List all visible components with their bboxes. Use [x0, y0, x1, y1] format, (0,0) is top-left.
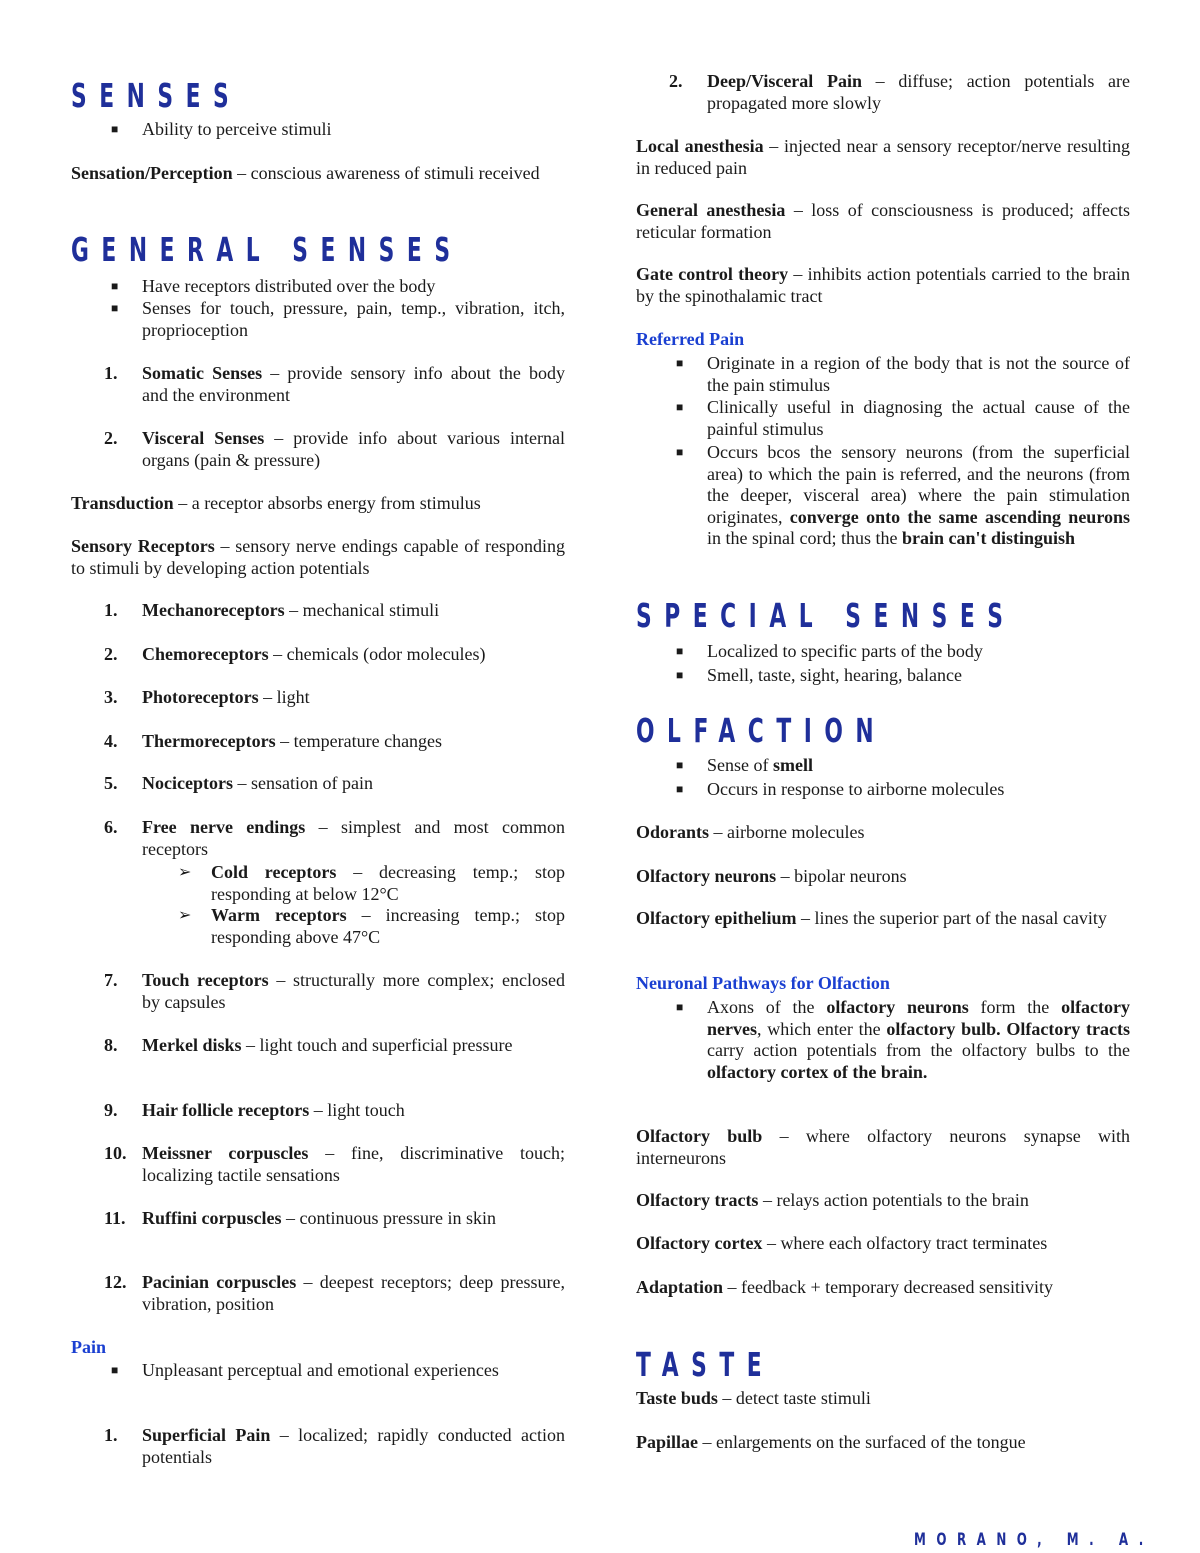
numbered-item: 1. Superficial Pain – localized; rapidly conducted action potentials [104, 1425, 565, 1467]
bullet-item: ■ Occurs bcos the sensory neurons (from the superficial area) to which the pain is referred, and the neurons (from the deeper, visceral area) where the pain stimulation originates, converge onto the same ascending neurons in the spinal cord; thus the brain can't distinguish [676, 442, 1130, 548]
definition-olfactory-neurons: Olfactory neurons – bipolar neurons [636, 866, 907, 886]
bullet-item: ■ Localized to specific parts of the body [676, 641, 983, 661]
bullet-item: ■ Clinically useful in diagnosing the actual cause of the painful stimulus [676, 397, 1130, 439]
square-bullet-icon: ■ [111, 301, 119, 315]
definition-odorants: Odorants – airborne molecules [636, 822, 865, 842]
square-bullet-icon: ■ [676, 644, 684, 658]
bullet-item: ■ Have receptors distributed over the body [111, 276, 436, 296]
definition-olfactory-epithelium: Olfactory epithelium – lines the superior part of the nasal cavity [636, 908, 1107, 928]
numbered-item: 2. Visceral Senses – provide info about various internal organs (pain & pressure) [104, 428, 565, 470]
bullet-item: ■ Originate in a region of the body that is not the source of the pain stimulus [676, 353, 1130, 395]
square-bullet-icon: ■ [676, 668, 684, 682]
numbered-item: 6. Free nerve endings – simplest and most common receptors [104, 817, 566, 859]
arrow-bullet-icon: ➢ [178, 864, 192, 881]
numbered-item: 1. Mechanoreceptors – mechanical stimuli [104, 600, 440, 620]
definition-gate-control: Gate control theory – inhibits action potentials carried to the brain by the spinothalamic tract [636, 264, 1130, 306]
square-bullet-icon: ■ [676, 782, 684, 796]
square-bullet-icon: ■ [111, 1363, 119, 1377]
heading-olfaction: OLFACTION [636, 711, 887, 750]
square-bullet-icon: ■ [676, 356, 684, 370]
numbered-item: 11. Ruffini corpuscles – continuous pressure in skin [104, 1208, 496, 1228]
heading-taste: TASTE [636, 1345, 775, 1384]
arrow-bullet-icon: ➢ [178, 907, 192, 924]
definition-sensory-receptors: Sensory Receptors – sensory nerve endings capable of responding to stimuli by developing action potentials [71, 536, 565, 578]
numbered-item: 9. Hair follicle receptors – light touch [104, 1100, 405, 1120]
numbered-item: 1. Somatic Senses – provide sensory info about the body and the environment [104, 363, 566, 405]
definition-general-anesthesia: General anesthesia – loss of consciousness is produced; affects reticular formation [636, 200, 1131, 242]
numbered-item: 12. Pacinian corpuscles – deepest receptors; deep pressure, vibration, position [104, 1272, 565, 1314]
numbered-item: 10. Meissner corpuscles – fine, discriminative touch; localizing tactile sensations [104, 1143, 565, 1185]
definition-papillae: Papillae – enlargements on the surfaced of the tongue [636, 1432, 1026, 1452]
heading-special-senses: SPECIAL SENSES [636, 596, 1016, 635]
definition-local-anesthesia: Local anesthesia – injected near a sensory receptor/nerve resulting in reduced pain [636, 136, 1130, 178]
sub-item: ➢ Warm receptors – increasing temp.; stop responding above 47°C [178, 905, 566, 947]
numbered-item: 5. Nociceptors – sensation of pain [104, 773, 373, 793]
definition-adaptation: Adaptation – feedback + temporary decreased sensitivity [636, 1277, 1054, 1297]
bullet-item: ■ Unpleasant perceptual and emotional experiences [111, 1360, 499, 1380]
square-bullet-icon: ■ [111, 122, 119, 136]
definition-olfactory-cortex: Olfactory cortex – where each olfactory tract terminates [636, 1233, 1048, 1253]
numbered-item: 2. Deep/Visceral Pain – diffuse; action potentials are propagated more slowly [669, 71, 1130, 113]
bullet-item: ■ Senses for touch, pressure, pain, temp., vibration, itch, proprioception [111, 298, 565, 340]
numbered-item: 2. Chemoreceptors – chemicals (odor molecules) [104, 644, 486, 664]
bullet-item: ■ Ability to perceive stimuli [111, 119, 332, 139]
heading-senses: SENSES [71, 76, 242, 115]
numbered-item: 7. Touch receptors – structurally more complex; enclosed by capsules [104, 970, 566, 1012]
bullet-item: ■ Axons of the olfactory neurons form the olfactory nerves, which enter the olfactory bulb. Olfactory tracts carry action potentials from the olfactory bulbs to the olfactory cortex of the brain. [676, 997, 1131, 1082]
numbered-item: 4. Thermoreceptors – temperature changes [104, 731, 443, 751]
bullet-item: ■ Occurs in response to airborne molecules [676, 779, 1005, 799]
heading-general-senses: GENERAL SENSES [71, 230, 463, 269]
author-footer: MORANO, M. A. [914, 1530, 1154, 1550]
sub-item: ➢ Cold receptors – decreasing temp.; stop responding at below 12°C [178, 862, 565, 904]
square-bullet-icon: ■ [111, 279, 119, 293]
square-bullet-icon: ■ [676, 758, 684, 772]
subheading-pathways: Neuronal Pathways for Olfaction [636, 973, 890, 993]
numbered-item: 3. Photoreceptors – light [104, 687, 310, 707]
square-bullet-icon: ■ [676, 1000, 684, 1014]
definition-sensation: Sensation/Perception – conscious awareness of stimuli received [71, 163, 540, 183]
definition-transduction: Transduction – a receptor absorbs energy from stimulus [71, 493, 481, 513]
bullet-item: ■ Sense of smell [676, 755, 813, 775]
definition-taste-buds: Taste buds – detect taste stimuli [636, 1388, 871, 1408]
definition-olfactory-bulb: Olfactory bulb – where olfactory neurons synapse with interneurons [636, 1126, 1130, 1168]
numbered-item: 8. Merkel disks – light touch and superficial pressure [104, 1035, 513, 1055]
square-bullet-icon: ■ [676, 445, 684, 459]
bullet-item: ■ Smell, taste, sight, hearing, balance [676, 665, 962, 685]
subheading-pain: Pain [71, 1337, 107, 1357]
definition-olfactory-tracts: Olfactory tracts – relays action potentials to the brain [636, 1190, 1029, 1210]
square-bullet-icon: ■ [676, 400, 684, 414]
subheading-referred-pain: Referred Pain [636, 329, 745, 349]
